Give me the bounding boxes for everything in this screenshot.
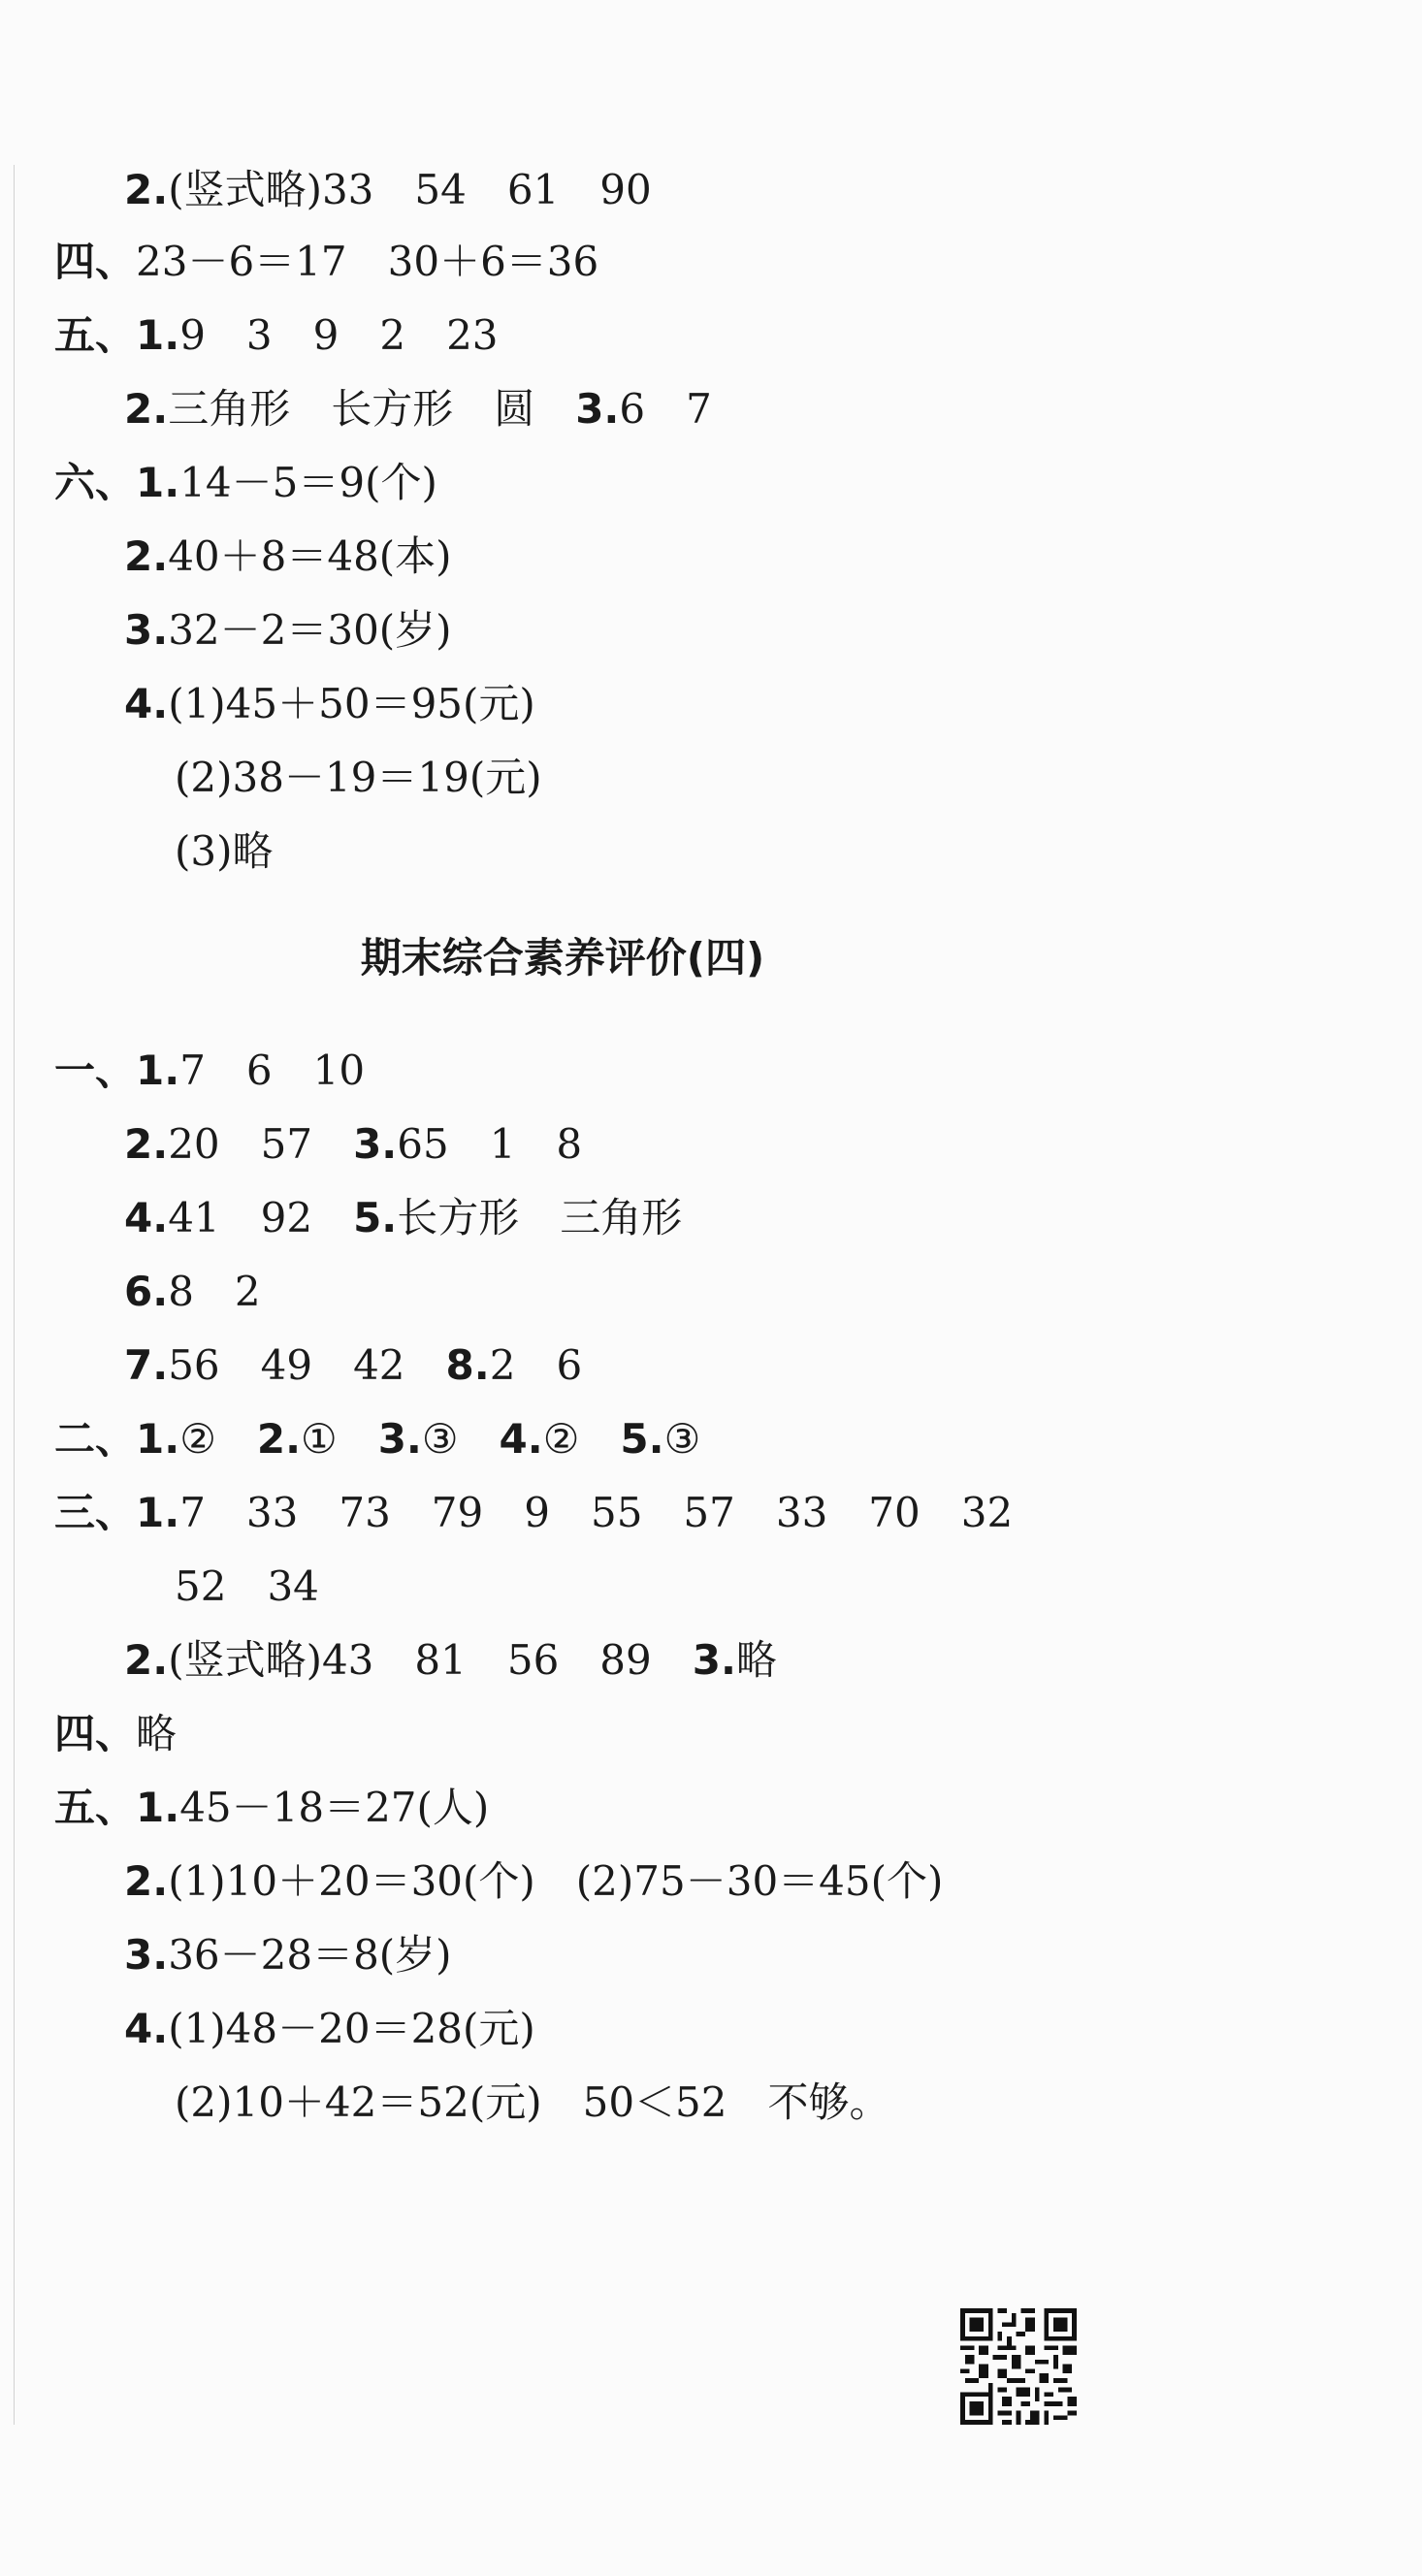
answer-line	[54, 1779, 489, 1837]
answer-line	[124, 1926, 452, 1984]
question-label: 二、	[54, 1415, 137, 1463]
item-number: 8.	[445, 1341, 490, 1389]
answer-text: 9 3 9 2 23	[179, 311, 499, 359]
answer-line	[124, 675, 535, 733]
answer-text: 65 1 8	[397, 1120, 583, 1168]
item-number: 3.	[692, 1636, 736, 1684]
answer-line	[54, 1410, 700, 1468]
answer-line	[54, 233, 598, 291]
question-label: 四、	[54, 238, 137, 285]
answer-text: (1)48－20＝28(元)	[168, 2005, 535, 2052]
answer-text: 14－5＝9(个)	[179, 459, 437, 506]
answer-text: 40＋8＝48(本)	[168, 532, 452, 580]
section-title: 期末综合素养评价(四)	[360, 934, 765, 982]
answer-line	[124, 528, 452, 586]
answer-text: 略	[136, 1710, 178, 1757]
question-label: 五、	[54, 1784, 137, 1831]
item-number: 1.	[136, 1046, 180, 1094]
answer-line	[175, 822, 274, 881]
answer-text: (竖式略)43 81 56 89	[168, 1636, 693, 1684]
answer-text: 6 7	[619, 385, 712, 433]
question-label: 三、	[54, 1489, 137, 1536]
answer-text: ③	[663, 1415, 701, 1463]
answer-line	[54, 454, 437, 512]
answer-text: ②	[542, 1415, 621, 1463]
item-number: 5.	[353, 1194, 398, 1241]
answer-text: 三角形 长方形 圆	[168, 385, 576, 433]
answer-text: 7 6 10	[179, 1046, 366, 1094]
item-number: 2.	[124, 532, 169, 580]
item-number: 2.	[124, 1857, 169, 1905]
answer-line	[124, 601, 452, 660]
item-number: 4.	[124, 2005, 169, 2052]
answer-text: 23－6＝17 30＋6＝36	[136, 238, 599, 285]
answer-text: 32－2＝30(岁)	[168, 606, 452, 654]
qr-code-icon	[960, 2308, 1077, 2425]
answer-line	[124, 1336, 582, 1395]
page-margin-rule	[14, 165, 15, 2425]
answer-line	[54, 306, 499, 365]
item-number: 2.	[124, 166, 169, 213]
answer-line	[124, 1631, 777, 1690]
item-number: 3.	[377, 1415, 422, 1463]
answer-text: 45－18＝27(人)	[179, 1784, 490, 1831]
answer-line	[175, 749, 542, 807]
answer-line	[54, 1042, 365, 1100]
item-number: 2.	[124, 1120, 169, 1168]
item-number: 7.	[124, 1341, 169, 1389]
item-number: 4.	[124, 680, 169, 727]
answer-text: (2)38－19＝19(元)	[175, 754, 542, 801]
question-label: 五、	[54, 311, 137, 359]
answer-line	[124, 1852, 943, 1911]
item-number: 3.	[575, 385, 620, 433]
item-number: 3.	[353, 1120, 398, 1168]
question-label: 一、	[54, 1046, 137, 1094]
item-number: 1.	[136, 459, 180, 506]
answer-line	[124, 1263, 261, 1321]
item-number: 4.	[124, 1194, 169, 1241]
answer-line	[124, 161, 652, 219]
item-number: 1.	[136, 1415, 180, 1463]
answer-line	[124, 2000, 535, 2058]
answer-text: 略	[735, 1636, 777, 1684]
answer-text: 41 92	[168, 1194, 354, 1241]
item-number: 5.	[620, 1415, 664, 1463]
answer-text: 52 34	[175, 1562, 319, 1610]
answer-text: ③	[421, 1415, 500, 1463]
answer-text: (1)45＋50＝95(元)	[168, 680, 535, 727]
question-label: 六、	[54, 459, 137, 506]
item-number: 2.	[124, 385, 169, 433]
answer-text: (竖式略)33 54 61 90	[168, 166, 652, 213]
item-number: 2.	[256, 1415, 302, 1463]
answer-text: (3)略	[175, 827, 274, 875]
answer-line	[54, 1484, 1013, 1542]
answer-text: 2 6	[489, 1341, 583, 1389]
answer-text: 7 33 73 79 9 55 57 33 70 32	[179, 1489, 1014, 1536]
answer-line	[124, 380, 712, 438]
item-number: 4.	[499, 1415, 543, 1463]
item-number: 1.	[136, 311, 180, 359]
answer-text: 56 49 42	[168, 1341, 446, 1389]
answer-text: (2)10＋42＝52(元) 50＜52 不够。	[175, 2078, 890, 2126]
item-number: 1.	[136, 1489, 180, 1536]
item-number: 3.	[124, 606, 169, 654]
answer-line	[124, 1189, 682, 1247]
item-number: 1.	[136, 1784, 180, 1831]
item-number: 3.	[124, 1931, 169, 1979]
answer-text: 36－28＝8(岁)	[168, 1931, 452, 1979]
item-number: 2.	[124, 1636, 169, 1684]
answer-line	[124, 1115, 582, 1174]
answer-text: (1)10＋20＝30(个) (2)75－30＝45(个)	[168, 1857, 944, 1905]
question-label: 四、	[54, 1710, 137, 1757]
answer-text: ①	[301, 1415, 378, 1463]
answer-text: ②	[179, 1415, 257, 1463]
answer-text: 8 2	[168, 1268, 261, 1315]
item-number: 6.	[124, 1268, 169, 1315]
answer-line	[175, 1558, 319, 1616]
answer-line	[54, 1705, 177, 1763]
answer-text: 20 57	[168, 1120, 354, 1168]
answer-text: 长方形 三角形	[397, 1194, 683, 1241]
answer-line	[175, 2074, 889, 2132]
